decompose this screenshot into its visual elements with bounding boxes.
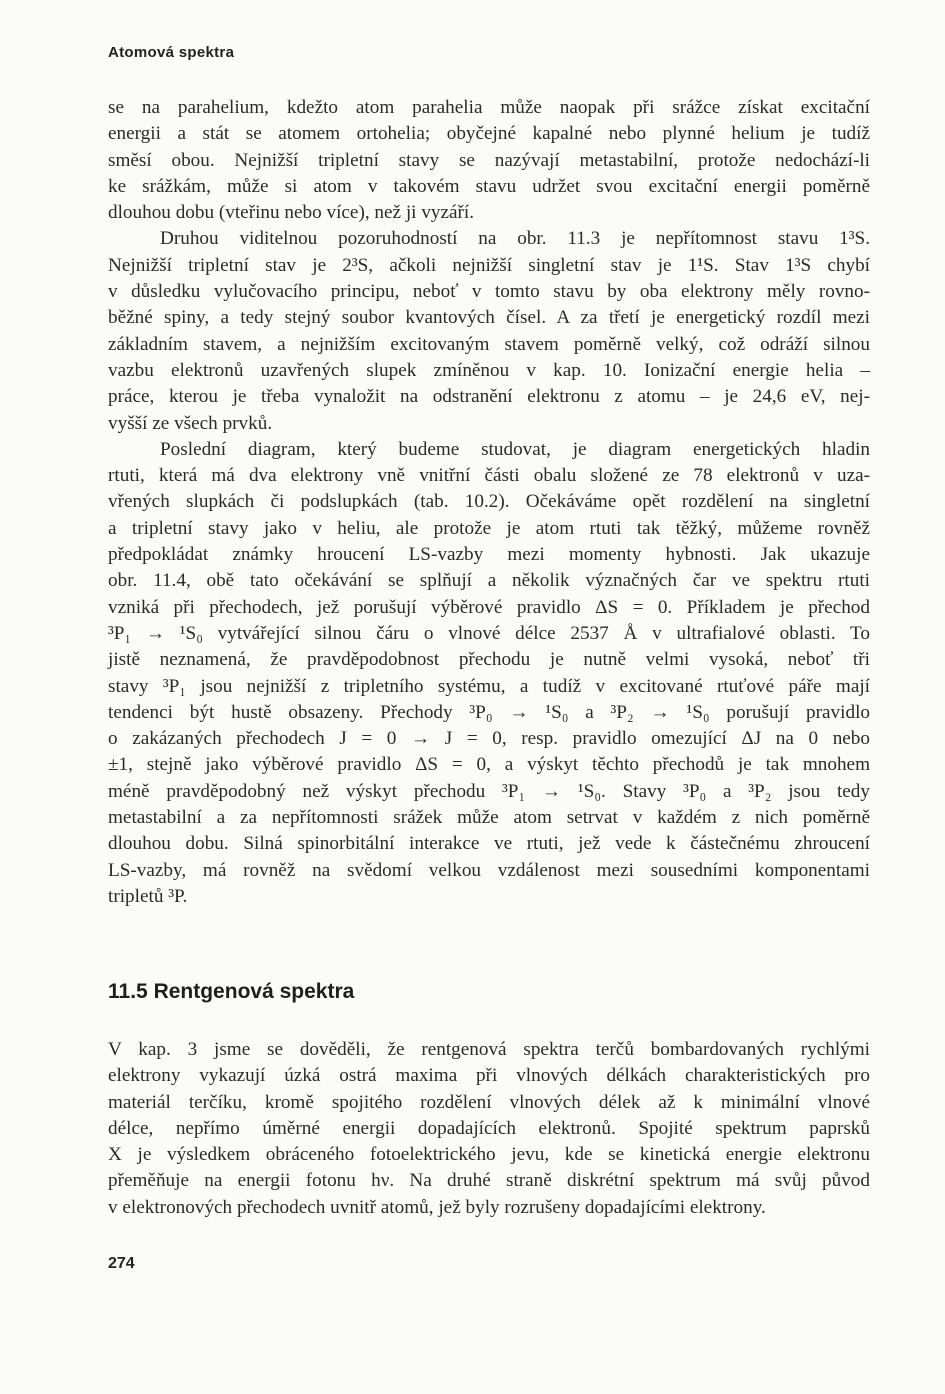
text-line: materiál terčíku, kromě spojitého rozdělení vlnových délek až k minimální vlnové bbox=[108, 1091, 870, 1113]
text-line: vřených slupkách či podslupkách (tab. 10.2). Očekáváme opět rozdělení na singletní bbox=[108, 491, 870, 513]
text-line: X je výsledkem obráceného fotoelektrického jevu, kde se kinetická energie elektronu bbox=[108, 1144, 870, 1166]
text-line: stavy ³P₁ jsou nejnižší z tripletního systému, a tudíž v excitované rtuťové páře mají bbox=[108, 675, 870, 697]
text-line: běžné spiny, a tedy stejný soubor kvantových čísel. A za třetí je energetický rozdíl mezi bbox=[108, 307, 870, 329]
text-line: ke srážkám, může si atom v takovém stavu udržet svou excitační energii poměrně bbox=[108, 175, 870, 197]
text-line: dlouhou dobu (vteřinu nebo více), než ji vyzáří. bbox=[108, 202, 475, 224]
text-line: méně pravděpodobný než výskyt přechodu ³P₁ → ¹S₀. Stavy ³P₀ a ³P₂ jsou tedy bbox=[108, 780, 870, 802]
paragraph bbox=[108, 95, 870, 226]
text-line: předpokládat známky hroucení LS-vazby mezi momenty hybnosti. Jak ukazuje bbox=[108, 544, 870, 566]
text-line: základním stavem, a nejnižším excitovaným stavem poměrně velký, což odráží silnou bbox=[108, 333, 870, 355]
paragraph bbox=[108, 437, 870, 910]
text-line: ³P₁ → ¹S₀ vytvářející silnou čáru o vlnové délce 2537 Å v ultrafialové oblasti. To bbox=[108, 622, 870, 644]
text-block-top bbox=[108, 95, 870, 910]
text-line: v elektronových přechodech uvnitř atomů, jež byly rozrušeny dopadajícími elektrony. bbox=[108, 1196, 766, 1218]
section-number: 11.5 bbox=[108, 980, 148, 1003]
paragraph bbox=[108, 226, 870, 436]
text-line: Nejnižší tripletní stav je 2³S, ačkoli nejnižší singletní stav je 1¹S. Stav 1³S chybí bbox=[108, 254, 870, 276]
text-line: obr. 11.4, obě tato očekávání se splňují a několik význačných čar ve spektru rtuti bbox=[108, 570, 870, 592]
text-line: jistě neznamená, že pravděpodobnost přechodu je nutně velmi vysoká, neboť tři bbox=[108, 649, 870, 671]
text-line: se na parahelium, kdežto atom parahelia může naopak při srážce získat excitační bbox=[108, 97, 870, 118]
running-head: Atomová spektra bbox=[108, 44, 235, 61]
section-heading bbox=[108, 980, 354, 1004]
text-line: tripletů ³P. bbox=[108, 885, 188, 907]
text-line: ±1, stejně jako výběrové pravidlo ΔS = 0, a výskyt těchto přechodů je tak mnohem bbox=[108, 754, 870, 776]
text-line: elektrony vykazují úzká ostrá maxima při vlnových délkách charakteristických pro bbox=[108, 1065, 870, 1087]
text-line: V kap. 3 jsme se dověděli, že rentgenová spektra terčů bombardovaných rychlými bbox=[108, 1039, 870, 1060]
text-line: rtuti, která má dva elektrony vně vnitřní části obalu složené ze 78 elektronů v uza- bbox=[108, 465, 870, 487]
text-line: přeměňuje na energii fotonu hν. Na druhé straně diskrétní spektrum má svůj původ bbox=[108, 1170, 870, 1192]
text-line: práce, kterou je třeba vynaložit na odstranění elektronu z atomu – je 24,6 eV, nej- bbox=[108, 386, 870, 408]
text-block-bottom bbox=[108, 1037, 870, 1221]
section-title: Rentgenová spektra bbox=[153, 980, 355, 1003]
text-line: LS-vazby, má rovněž na svědomí velkou vzdálenost mezi sousedními komponentami bbox=[108, 859, 870, 881]
paragraph bbox=[108, 1037, 870, 1221]
text-line: Druhou viditelnou pozoruhodností na obr. 11.3 je nepřítomnost stavu 1³S. bbox=[160, 228, 870, 250]
text-line: směsí obou. Nejnižší tripletní stavy se nazývají metastabilní, protože nedochází-li bbox=[108, 149, 870, 171]
text-line: dlouhou dobu. Silná spinorbitální interakce ve rtuti, jež vede k částečnému zhroucení bbox=[108, 833, 870, 855]
text-line: o zakázaných přechodech J = 0 → J = 0, resp. pravidlo omezující ΔJ na 0 nebo bbox=[108, 728, 870, 750]
text-line: a tripletní stavy jako v heliu, ale protože je atom rtuti tak těžký, můžeme rovněž bbox=[108, 517, 870, 539]
text-line: Poslední diagram, který budeme studovat, je diagram energetických hladin bbox=[160, 438, 870, 460]
text-line: v důsledku vylučovacího principu, neboť v tomto stavu by oba elektrony měly rovno- bbox=[108, 281, 870, 303]
text-line: tendenci být hustě obsazeny. Přechody ³P₀ → ¹S₀ a ³P₂ → ¹S₀ porušují pravidlo bbox=[108, 701, 870, 723]
text-line: délce, nepřímo úměrné energii dopadajících elektronů. Spojité spektrum paprsků bbox=[108, 1117, 870, 1139]
page-number: 274 bbox=[108, 1255, 135, 1272]
text-line: vzniká při přechodech, jež porušují výběrové pravidlo ΔS = 0. Příkladem je přechod bbox=[108, 596, 870, 618]
text-line: metastabilní a za nepřítomnosti srážek může atom setrvat v každém z nich poměrně bbox=[108, 807, 870, 829]
text-line: energii a stát se atomem ortohelia; obyčejné kapalné nebo plynné helium je tudíž bbox=[108, 123, 870, 145]
text-line: vazbu elektronů uzavřených slupek zmíněnou v kap. 10. Ionizační energie helia – bbox=[108, 359, 870, 381]
text-line: vyšší ze všech prvků. bbox=[108, 412, 273, 434]
